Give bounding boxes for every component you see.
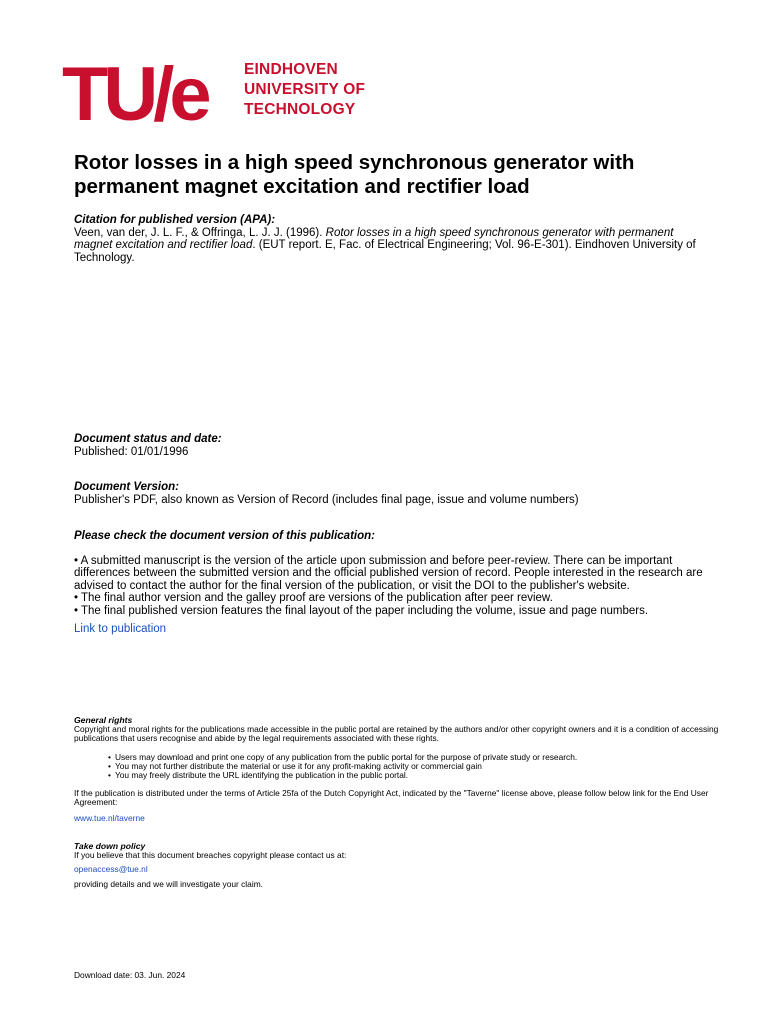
check-bullet-3: • The final published version features the final layout of the paper including the volume, issue and page numbers. (74, 604, 649, 617)
logo-line-3: TECHNOLOGY (244, 101, 356, 118)
rights-item-2: • You may not further distribute the material or use it for any profit-making activity or commercial gain (108, 762, 724, 771)
tue-logo (62, 60, 392, 126)
document-title (74, 151, 714, 199)
tue-logo-mark-text: TU/e (62, 60, 207, 126)
title-line-2: permanent magnet excitation and rectifier load (74, 175, 530, 198)
general-rights-section (74, 716, 724, 823)
logo-line-1: EINDHOVEN (244, 61, 338, 78)
rights-label: General rights (74, 715, 133, 725)
status-section (74, 433, 714, 458)
logo-line-2: UNIVERSITY OF (244, 81, 366, 98)
citation-section (74, 214, 714, 264)
version-label: Document Version: (74, 481, 180, 493)
taverne-text: If the publication is distributed under the terms of Article 25fa of the Dutch Copyright Act, indicated by the "Taverne" license above, please follow below link for the End User Agreement: (74, 788, 709, 808)
check-bullets (74, 555, 714, 618)
citation-authors: Veen, van der, J. L. F., & Offringa, L. J. J. (1996). (74, 226, 326, 239)
check-label: Please check the document version of this publication: (74, 530, 375, 542)
status-label: Document status and date: (74, 433, 222, 445)
citation-title: Rotor losses in a high speed synchronous generator with permanent magnet excitation and rectifier load (74, 226, 674, 251)
takedown-email-link[interactable]: openaccess@tue.nl (74, 864, 148, 875)
status-value: Published: 01/01/1996 (74, 445, 189, 458)
download-date: Download date: 03. Jun. 2024 (74, 970, 186, 980)
takedown-section (74, 842, 724, 889)
citation-rest: . (EUT report. E, Fac. of Electrical Engineering; Vol. 96-E-301). Eindhoven University of Technology. (74, 239, 696, 264)
version-value: Publisher's PDF, also known as Version of Record (includes final page, issue and volume numbers) (74, 493, 579, 506)
rights-text: Copyright and moral rights for the publications made accessible in the public portal are retained by the authors and/or other copyright owners and it is a condition of accessing publications that users recognise and abide by the legal requirements associated with these rights. (74, 724, 719, 744)
check-bullet-2: • The final author version and the galley proof are versions of the publication after peer review. (74, 592, 553, 604)
rights-item-1: • Users may download and print one copy of any publication from the public portal for the purpose of private study or research. (108, 753, 724, 762)
version-section (74, 481, 714, 506)
rights-list (74, 753, 724, 781)
taverne-link[interactable]: www.tue.nl/taverne (74, 812, 145, 823)
rights-item-3: • You may freely distribute the URL identifying the publication in the public portal. (108, 771, 724, 780)
title-line-1: Rotor losses in a high speed synchronous generator with (74, 151, 635, 174)
check-bullet-1: • A submitted manuscript is the version of the article upon submission and before peer-review. There can be important differences between the submitted version and the official published version of record. People interested in the research are advised to contact the author for the final version of the publication, or visit the DOI to the publisher's website. (74, 554, 703, 592)
citation-label: Citation for published version (APA): (74, 214, 276, 226)
takedown-text: If you believe that this document breaches copyright please contact us at: (74, 850, 347, 861)
check-section (74, 530, 714, 636)
publication-link[interactable]: Link to publication (74, 623, 167, 635)
takedown-after: providing details and we will investigate your claim. (74, 878, 263, 889)
tue-logo-mark (62, 60, 234, 126)
takedown-label: Take down policy (74, 841, 146, 851)
tue-logo-wordmark (244, 60, 365, 120)
